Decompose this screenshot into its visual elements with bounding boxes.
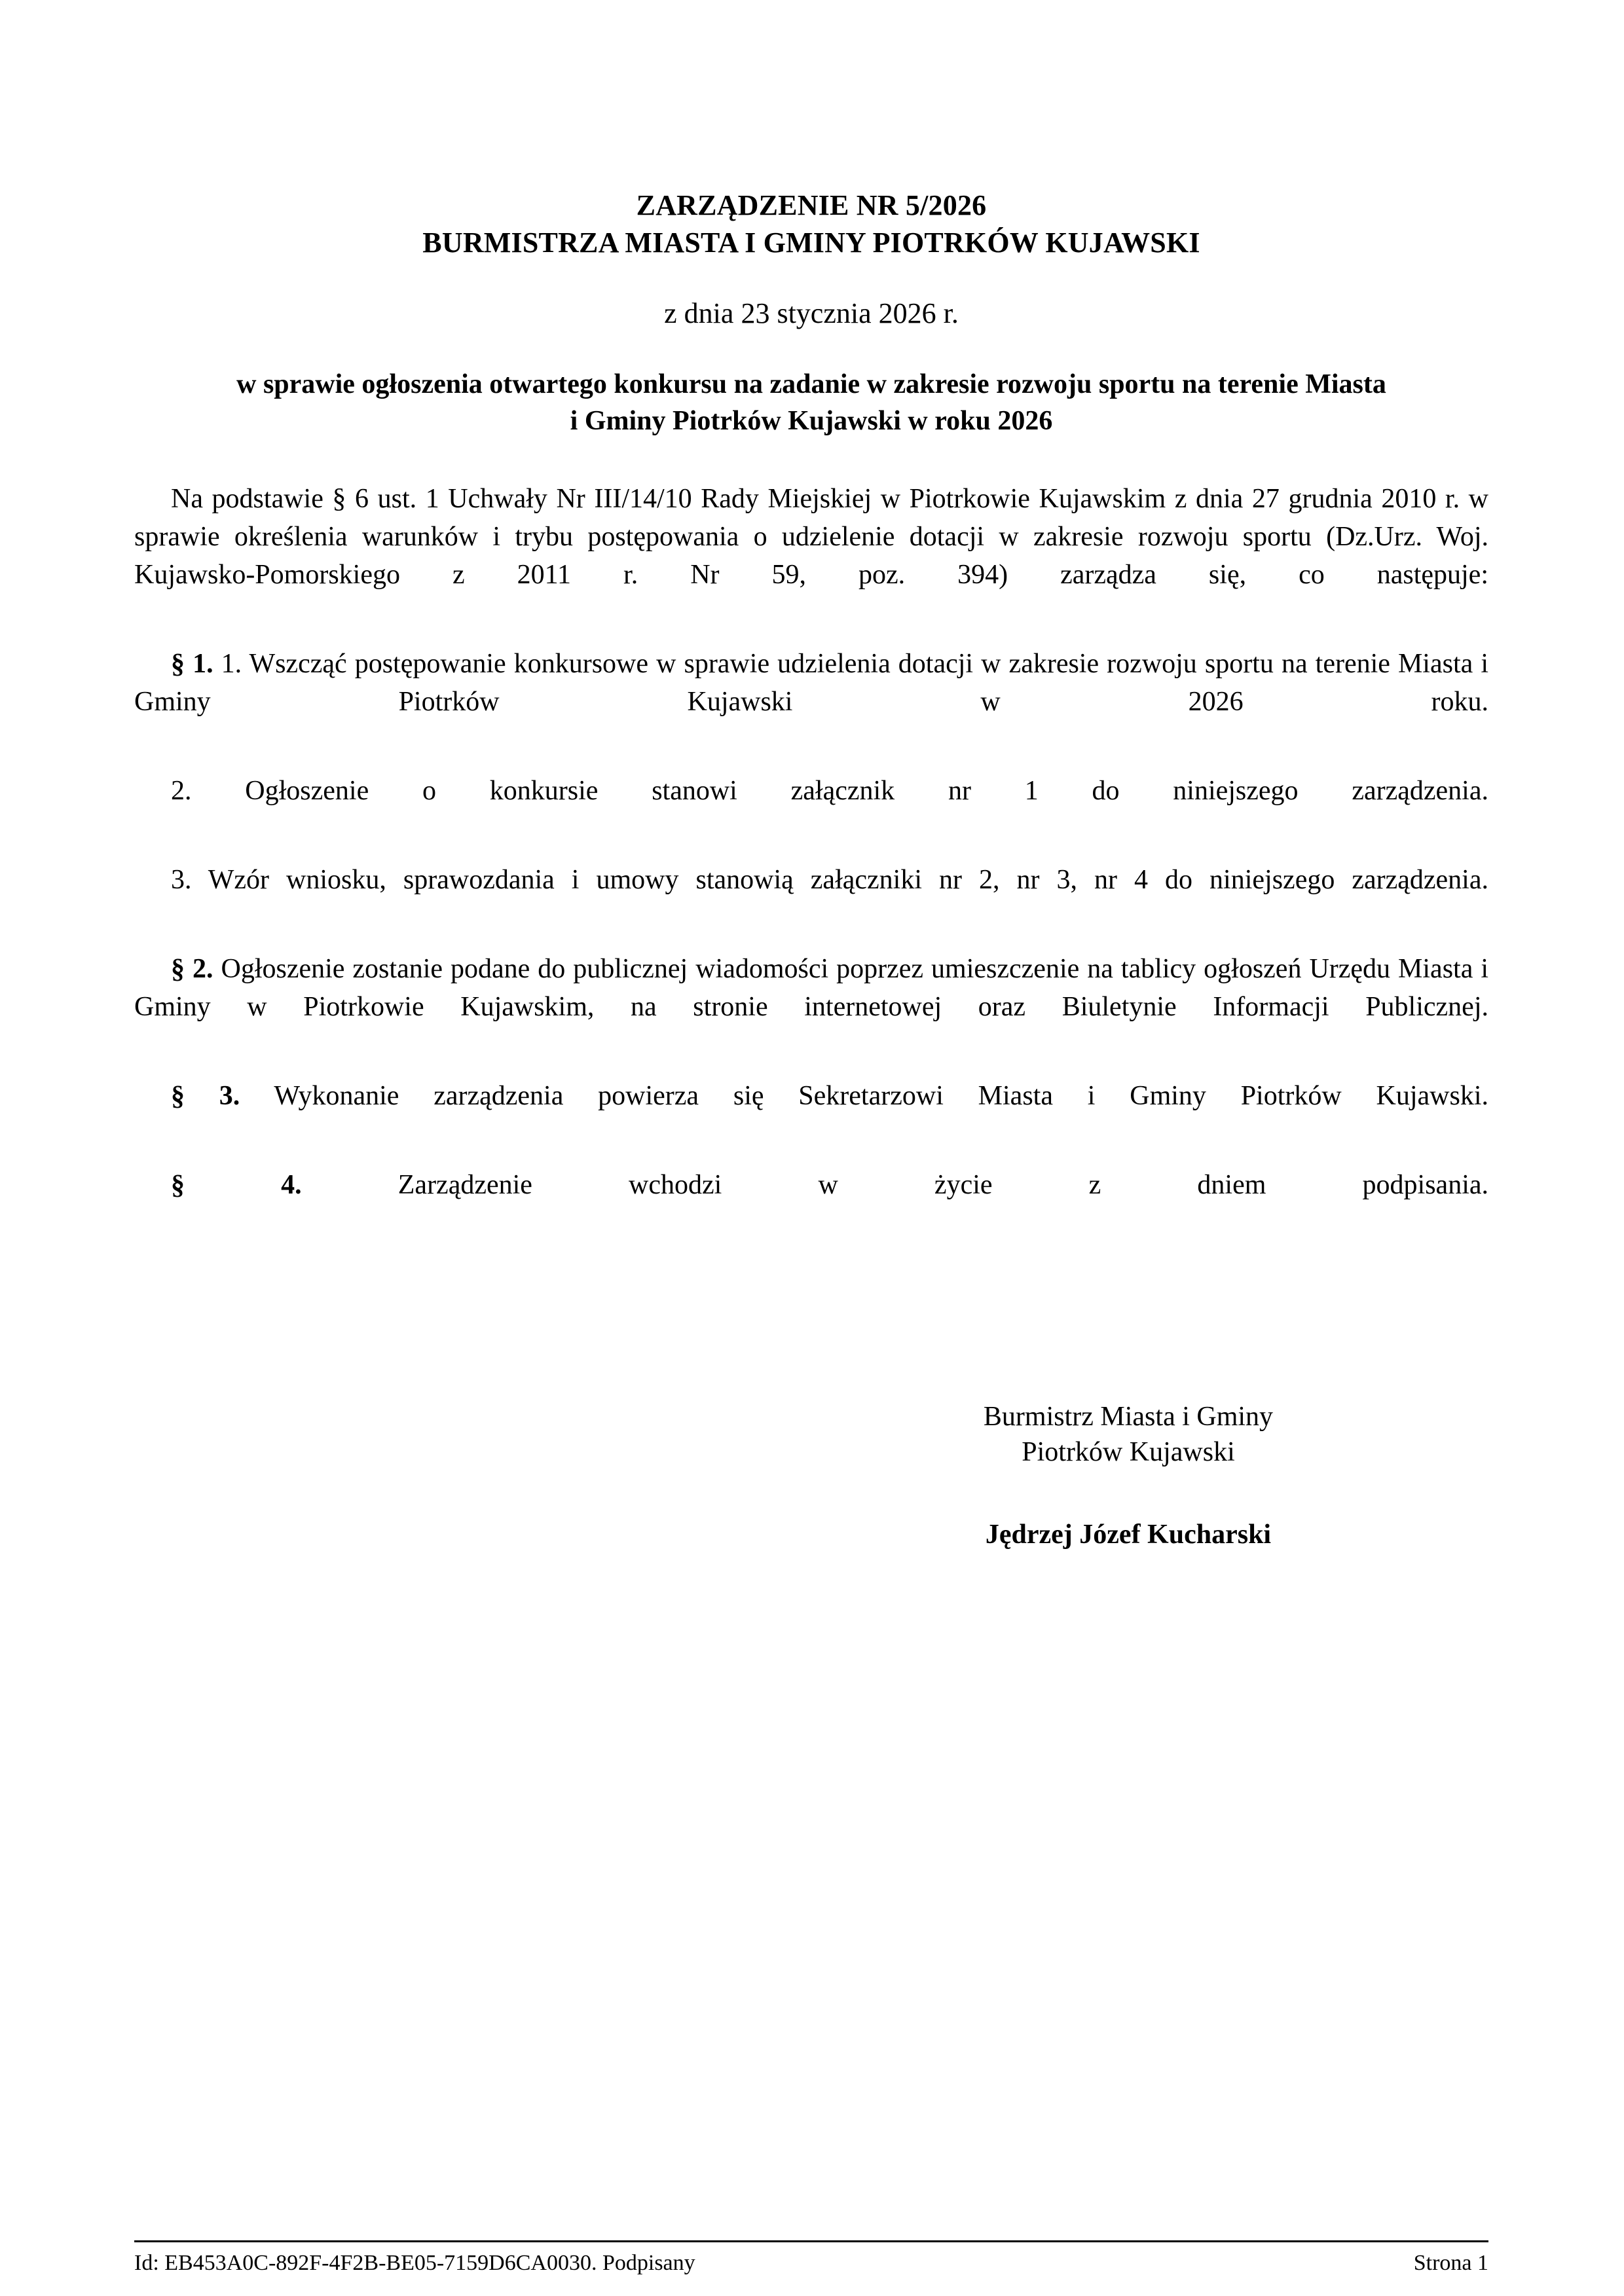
item-2-text: 2. Ogłoszenie o konkursie stanowi załącznik nr 1 do niniejszego zarządzenia. [171,776,1488,806]
document-content [134,0,1488,1552]
signature-block [834,1399,1488,1552]
title-line-2: BURMISTRZA MIASTA I GMINY PIOTRKÓW KUJAWSKI [422,227,1200,259]
signatory-name: Jędrzej Józef Kucharski [985,1520,1272,1550]
paragraph-section-1 [134,645,1488,759]
paragraph-item-2 [134,772,1488,848]
section-1-marker: § 1. [171,649,213,679]
document-body [134,480,1488,1242]
item-3-text: 3. Wzór wniosku, sprawozdania i umowy stanowią załączniki nr 2, nr 3, nr 4 do niniejszego zarządzenia. [171,865,1488,895]
paragraph-section-2 [134,950,1488,1064]
preamble-text: Na podstawie § 6 ust. 1 Uchwały Nr III/14/10 Rady Miejskiej w Piotrkowie Kujawskim z dnia 27 grudnia 2010 r. w sprawie określenia warunków i trybu postępowania o udzielenie dotacji w zakresie rozwoju sportu (Dz.Urz. Woj. Kujawsko-Pomorskiego z 2011 r. Nr 59, poz. 394) zarządza się, co następuje: [134,484,1488,590]
section-3-marker: § 3. [171,1081,240,1111]
footer-page-number: Strona 1 [1413,2251,1488,2275]
paragraph-item-3 [134,861,1488,937]
subject-line-1: w sprawie ogłoszenia otwartego konkursu na zadanie w zakresie rozwoju sportu na terenie Miasta [236,369,1386,399]
signatory-role-line-1: Burmistrz Miasta i Gminy [983,1402,1274,1432]
document-date: z dnia 23 stycznia 2026 r. [664,297,959,329]
paragraph-section-3 [134,1077,1488,1153]
section-2-text: Ogłoszenie zostanie podane do publicznej wiadomości poprzez umieszczenie na tablicy ogłoszeń Urzędu Miasta i Gminy w Piotrkowie Kujawskim, na stronie internetowej oraz Biuletynie Informacji Publicznej. [134,954,1489,1022]
signatory-role [834,1399,1423,1470]
footer-row [134,2249,1488,2278]
signatory-role-line-2: Piotrków Kujawski [1022,1437,1235,1467]
page-title [134,187,1488,261]
page-footer [134,2240,1488,2278]
footer-document-id: Id: EB453A0C-892F-4F2B-BE05-7159D6CA0030. Podpisany [134,2251,695,2275]
section-4-marker: § 4. [171,1170,302,1200]
paragraph-preamble [134,480,1488,632]
title-line-1: ZARZĄDZENIE NR 5/2026 [636,189,987,221]
section-2-marker: § 2. [171,954,213,984]
subject-line-2: i Gminy Piotrków Kujawski w roku 2026 [570,406,1053,436]
paragraph-section-4 [134,1166,1488,1242]
section-1-text: 1. Wszcząć postępowanie konkursowe w sprawie udzielenia dotacji w zakresie rozwoju sportu na terenie Miasta i Gminy Piotrków Kujawski w 2026 roku. [134,649,1489,717]
footer-divider [134,2240,1488,2242]
section-3-text: Wykonanie zarządzenia powierza się Sekretarzowi Miasta i Gminy Piotrków Kujawski. [240,1081,1488,1111]
document-subject [134,366,1488,439]
section-4-text: Zarządzenie wchodzi w życie z dniem podpisania. [301,1170,1488,1200]
